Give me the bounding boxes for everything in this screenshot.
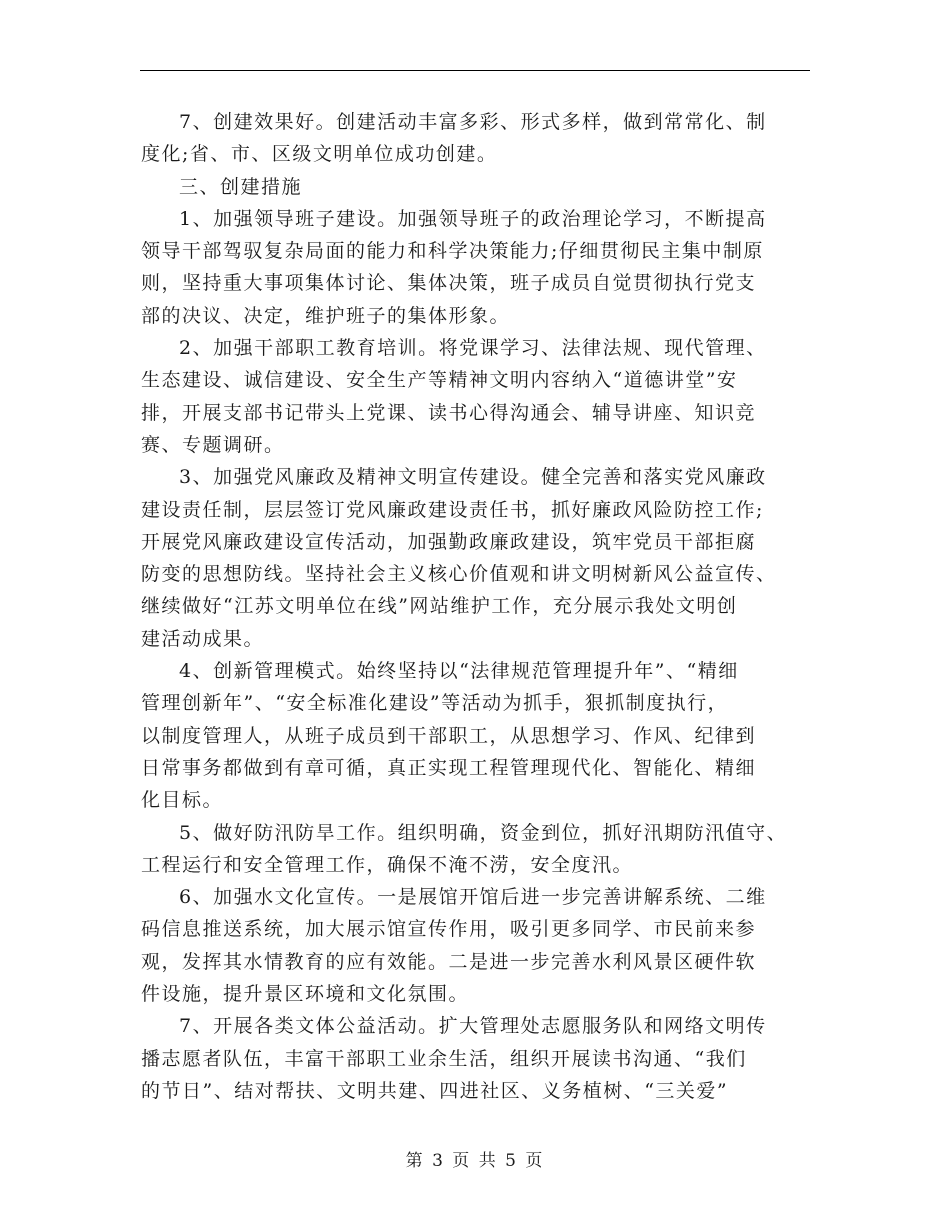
text-line: 建设责任制，层层签订党风廉政建设责任书，抓好廉政风险防控工作; bbox=[141, 498, 764, 521]
paragraph bbox=[141, 1010, 831, 1107]
text-line: 三、创建措施 bbox=[179, 175, 303, 198]
text-line: 领导干部驾驭复杂局面的能力和科学决策能力;仔细贯彻民主集中制原 bbox=[141, 240, 764, 263]
paragraph bbox=[141, 332, 831, 461]
text-line: 管理创新年”、“安全标准化建设”等活动为抓手，狠抓制度执行， bbox=[141, 692, 729, 715]
text-line: 则，坚持重大事项集体讨论、集体决策，班子成员自觉贯彻执行党支 bbox=[141, 272, 757, 295]
text-line: 日常事务都做到有章可循，真正实现工程管理现代化、智能化、精细 bbox=[141, 756, 757, 779]
document-body bbox=[141, 106, 831, 1107]
header-rule bbox=[140, 70, 810, 71]
text-line: 的节日”、结对帮扶、文明共建、四进社区、义务植树、“三关爱” bbox=[141, 1079, 729, 1102]
text-line: 赛、专题调研。 bbox=[141, 433, 285, 456]
text-line: 播志愿者队伍，丰富干部职工业余生活，组织开展读书沟通、“我们 bbox=[141, 1047, 747, 1070]
text-line: 1、加强领导班子建设。加强领导班子的政治理论学习，不断提高 bbox=[179, 207, 767, 230]
text-line: 继续做好“江苏文明单位在线”网站维护工作，充分展示我处文明创 bbox=[141, 595, 738, 618]
paragraph bbox=[141, 655, 831, 816]
text-line: 开展党风廉政建设宣传活动，加强勤政廉政建设，筑牢党员干部拒腐 bbox=[141, 530, 757, 553]
text-line: 生态建设、诚信建设、安全生产等精神文明内容纳入“道德讲堂”安 bbox=[141, 369, 738, 392]
text-line: 6、加强水文化宣传。一是展馆开馆后进一步完善讲解系统、二维 bbox=[179, 886, 767, 909]
text-line: 观，发挥其水情教育的应有效能。二是进一步完善水利风景区硬件软 bbox=[141, 950, 757, 973]
text-line: 码信息推送系统，加大展示馆宣传作用，吸引更多同学、市民前来参 bbox=[141, 918, 757, 941]
text-line: 度化;省、市、区级文明单位成功创建。 bbox=[141, 143, 498, 166]
text-line: 2、加强干部职工教育培训。将党课学习、法律法规、现代管理、 bbox=[179, 337, 767, 360]
paragraph bbox=[141, 106, 831, 171]
paragraph bbox=[141, 461, 831, 655]
text-line: 4、创新管理模式。始终坚持以“法律规范管理提升年”、“精细 bbox=[179, 660, 739, 683]
text-line: 化目标。 bbox=[141, 789, 224, 812]
text-line: 件设施，提升景区环境和文化氛围。 bbox=[141, 983, 470, 1006]
text-line: 7、开展各类文体公益活动。扩大管理处志愿服务队和网络文明传 bbox=[179, 1015, 767, 1038]
text-line: 部的决议、决定，维护班子的集体形象。 bbox=[141, 304, 511, 327]
text-line: 7、创建效果好。创建活动丰富多彩、形式多样，做到常常化、制 bbox=[179, 111, 767, 133]
text-line: 3、加强党风廉政及精神文明宣传建设。健全完善和落实党风廉政 bbox=[179, 466, 767, 489]
section-heading bbox=[141, 171, 831, 203]
text-line: 工程运行和安全管理工作，确保不淹不涝，安全度汛。 bbox=[141, 853, 634, 876]
text-line: 建活动成果。 bbox=[141, 627, 265, 650]
text-line: 排，开展支部书记带头上党课、读书心得沟通会、辅导讲座、知识竞 bbox=[141, 401, 757, 424]
paragraph bbox=[141, 881, 831, 1010]
paragraph bbox=[141, 203, 831, 332]
text-line: 以制度管理人，从班子成员到干部职工，从思想学习、作风、纪律到 bbox=[141, 724, 757, 747]
text-line: 防变的思想防线。坚持社会主义核心价值观和讲文明树新风公益宣传、 bbox=[141, 563, 777, 586]
text-line: 5、做好防汛防旱工作。组织明确，资金到位，抓好汛期防汛值守、 bbox=[179, 821, 788, 844]
paragraph bbox=[141, 817, 831, 882]
page-number-footer: 第 3 页 共 5 页 bbox=[405, 1151, 545, 1171]
